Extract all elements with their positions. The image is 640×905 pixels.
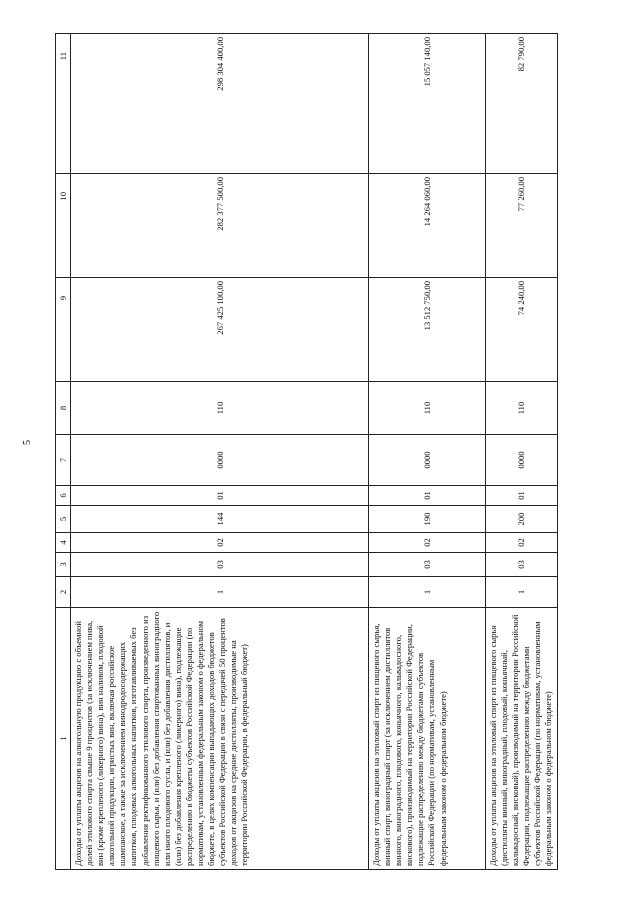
code-cell: 0000	[71, 435, 369, 486]
table-row	[486, 34, 558, 870]
code-cell: 0000	[369, 435, 486, 486]
amount-cell: 267 425 100,00	[71, 278, 369, 382]
code-cell: 110	[486, 382, 558, 435]
amount-cell: 14 264 060,00	[369, 174, 486, 278]
code-cell: 02	[71, 533, 369, 553]
amount-cell: 77 260,00	[486, 174, 558, 278]
column-number: 3	[56, 553, 71, 577]
code-cell: 1	[486, 577, 558, 608]
code-cell: 01	[486, 486, 558, 506]
code-cell: 0000	[486, 435, 558, 486]
column-number: 4	[56, 533, 71, 553]
amount-cell: 298 304 400,00	[71, 34, 369, 174]
code-cell: 110	[369, 382, 486, 435]
code-cell: 02	[369, 533, 486, 553]
code-cell: 03	[71, 553, 369, 577]
rotated-table-wrapper	[55, 34, 554, 870]
column-number: 2	[56, 577, 71, 608]
code-cell: 01	[369, 486, 486, 506]
code-cell: 200	[486, 506, 558, 533]
code-cell: 03	[369, 553, 486, 577]
column-number: 5	[56, 506, 71, 533]
code-cell: 02	[486, 533, 558, 553]
amount-cell: 74 240,00	[486, 278, 558, 382]
column-number: 11	[56, 34, 71, 174]
revenue-table	[55, 33, 558, 870]
table-row	[369, 34, 486, 870]
code-cell: 144	[71, 506, 369, 533]
income-description: Доходы от уплаты акцизов на алкогольную продукцию с объемной долей этилового спирта свыше 9 процентов (за исключением пива, вин (кроме крепленого (ликерного) вина), вин наливом, плодовой алкогольной продукции, игристых вин, включая российское шампанское, а также за исключением винодродосодержащих напитков, плодовых алкогольных напитков, изготавливаемых без добавления ректификованного этилового спирта, произведенного из пищевого сырья, и (или) без добавления спиртованных виноградного или иного плодового сусла, и (или) без добавления дистиллятов, и (или) без добавления крепленого (ликерного) вина), подлежащие распределению в бюджеты субъектов Российской Федерации (по нормативам, установленным федеральным законом о федеральном бюджете, в целях компенсации выпадающих доходов бюджетов субъектов Российской Федерации в связи с передачей 50 процентов доходов от акцизов на средние дистилляты, производимые на территории Российской Федерации, в федеральный бюджет)	[71, 608, 369, 870]
code-cell: 1	[71, 577, 369, 608]
column-number-row	[56, 34, 71, 870]
amount-cell: 82 790,00	[486, 34, 558, 174]
income-description: Доходы от уплаты акцизов на этиловый спирт из пищевого сырья, винный спирт, виноградный спирт (за исключением дистиллятов винного, виноградного, плодового, коньячного, кальвадосного, вискового), производимый на территории Российской Федерации, подлежащие распределению между бюджетами субъектов Российской Федерации (по нормативам, установленным федеральным законом о федеральном бюджете)	[369, 608, 486, 870]
code-cell: 110	[71, 382, 369, 435]
table-row	[71, 34, 369, 870]
column-number: 10	[56, 174, 71, 278]
amount-cell: 282 377 500,00	[71, 174, 369, 278]
amount-cell: 13 512 750,00	[369, 278, 486, 382]
column-number: 8	[56, 382, 71, 435]
code-cell: 1	[369, 577, 486, 608]
income-description: Доходы от уплаты акцизов на этиловый спирт из пищевого сырья (дистилляты винный, виноградный, плодовый, коньячный, кальвадосный, висковый), производимый на территории Российской Федерации, подлежащие распределению между бюджетами субъектов Российской Федерации (по нормативам, установленным федеральным законом о федеральном бюджете)	[486, 608, 558, 870]
code-cell: 01	[71, 486, 369, 506]
code-cell: 03	[486, 553, 558, 577]
amount-cell: 15 057 140,00	[369, 34, 486, 174]
column-number: 1	[56, 608, 71, 870]
column-number: 9	[56, 278, 71, 382]
column-number: 6	[56, 486, 71, 506]
code-cell: 190	[369, 506, 486, 533]
page-number: 5	[22, 440, 33, 445]
column-number: 7	[56, 435, 71, 486]
